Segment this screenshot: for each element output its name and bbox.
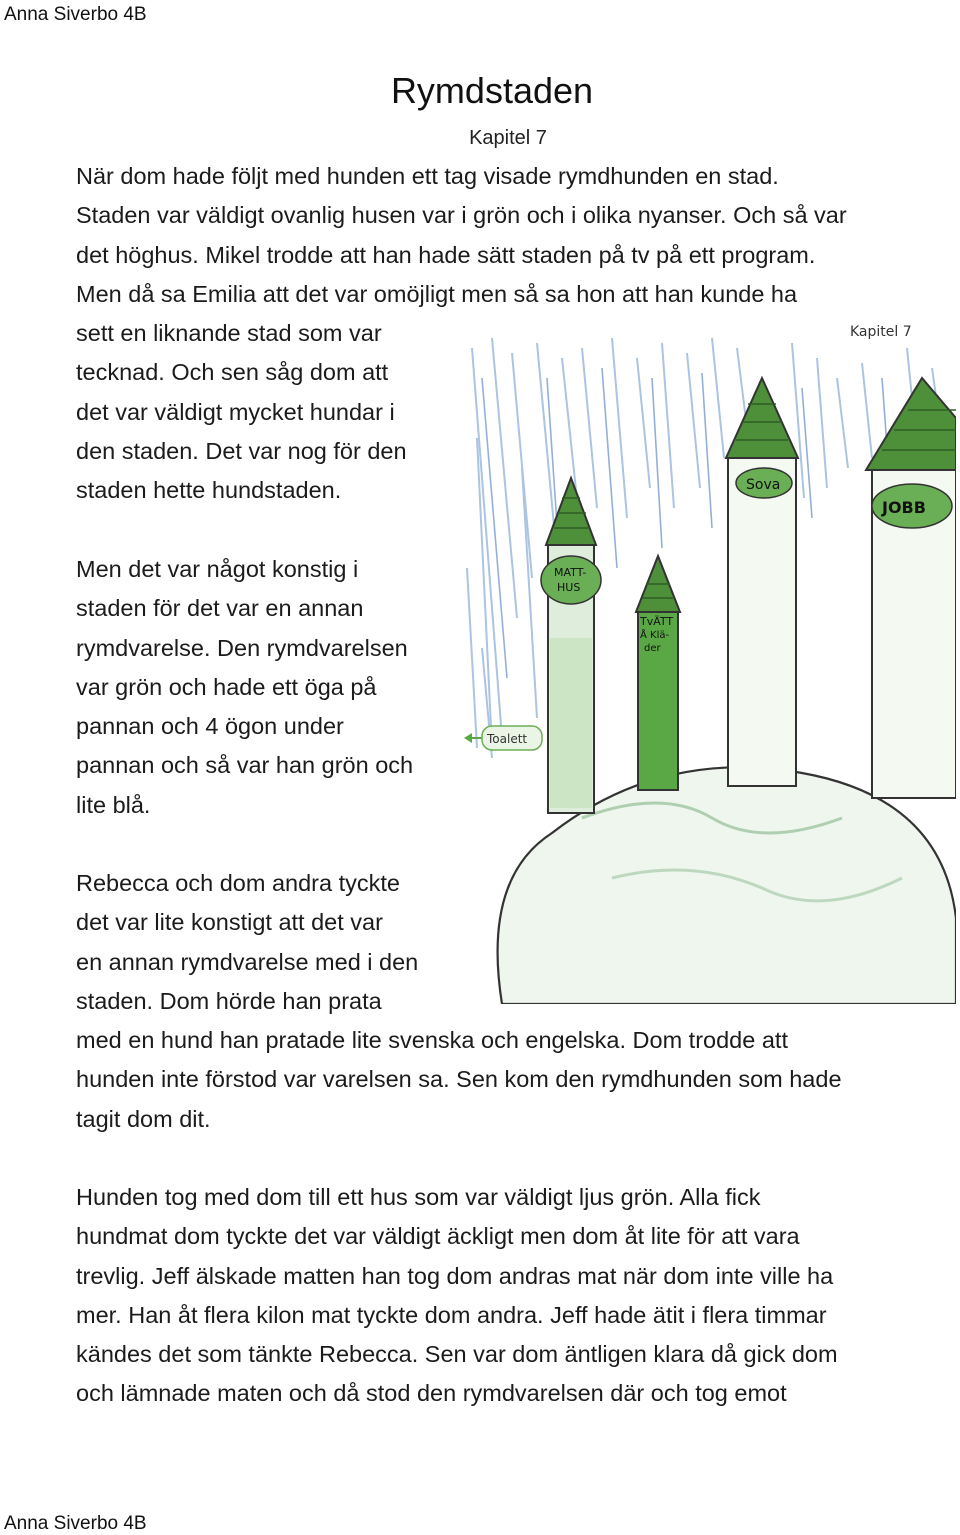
text-line: kändes det som tänkte Rebecca. Sen var dom äntligen klara då gick dom [76, 1341, 838, 1368]
text-line: staden för det var en annan [76, 595, 364, 622]
text-line: rymdvarelse. Den rymdvarelsen [76, 634, 408, 661]
text-line: tecknad. Och sen såg dom att [76, 359, 389, 386]
label-sova: Sova [746, 477, 781, 493]
tower-jobb [866, 378, 956, 798]
label-tvatt-3: der [644, 643, 661, 654]
paragraph-2 [76, 550, 413, 825]
text-line: var grön och hade ett öga på [76, 673, 377, 700]
tower-sova [726, 378, 798, 786]
text-line: och lämnade maten och då stod den rymdvarelsen där och tog emot [76, 1380, 787, 1407]
text-line: Men det var något konstig i [76, 556, 359, 582]
text-line: en annan rymdvarelse med i den [76, 948, 419, 975]
text-line: staden. Dom hörde han prata [76, 987, 382, 1014]
label-jobb: JOBB [882, 498, 926, 517]
text-line: lite blå. [76, 791, 151, 818]
text-line: det var lite konstigt att det var [76, 909, 383, 936]
text-line: trevlig. Jeff älskade matten han tog dom andras mat när dom inte ville ha [76, 1262, 834, 1289]
text-line: Staden var väldigt ovanlig husen var i grön och i olika nyanser. Och så var [76, 202, 847, 229]
text-line: den staden. Det var nog för den [76, 438, 407, 465]
text-line: med en hund han pratade lite svenska och engelska. Dom trodde att [76, 1027, 788, 1054]
text-line: pannan och så var han grön och [76, 752, 414, 779]
text-line: hunden inte förstod var varelsen sa. Sen kom den rymdhunden som hade [76, 1066, 842, 1093]
text-line: Rebecca och dom andra tyckte [76, 870, 400, 896]
label-mat-hus-1: MATT- [554, 566, 587, 579]
page-header-author: Anna Siverbo 4B [4, 4, 147, 25]
story-title: Rymdstaden [390, 70, 594, 111]
city-drawing [462, 318, 956, 1004]
text-line: det höghus. Mikel trodde att han hade sätt staden på tv på ett program. [76, 241, 816, 268]
text-line: tagit dom dit. [76, 1105, 211, 1132]
chapter-label: Kapitel 7 [469, 127, 547, 149]
drawing-caption: Kapitel 7 [850, 324, 912, 340]
page-footer-author: Anna Siverbo 4B [4, 1513, 147, 1534]
tower-tvatt [636, 556, 680, 790]
label-toalett: Toalett [487, 732, 528, 746]
text-line: Men då sa Emilia att det var omöjligt men så sa hon att han kunde ha [76, 280, 798, 307]
label-tvatt-2: Å Klä- [640, 630, 670, 641]
label-tvatt-1: TvÄTT [640, 615, 674, 628]
text-line: staden hette hundstaden. [76, 477, 342, 504]
tower-mat-hus [541, 478, 601, 813]
paragraph-4 [76, 1178, 838, 1414]
text-line: det var väldigt mycket hundar i [76, 398, 395, 425]
text-line: sett en liknande stad som var [76, 320, 382, 347]
text-line: När dom hade följt med hunden ett tag visade rymdhunden en stad. [76, 163, 779, 189]
text-line: pannan och 4 ögon under [76, 713, 344, 740]
text-line: hundmat dom tyckte det var väldigt äckligt men dom åt lite för att vara [76, 1223, 800, 1250]
text-line: mer. Han åt flera kilon mat tyckte dom andra. Jeff hade ätit i flera timmar [76, 1301, 827, 1328]
text-line: Hunden tog med dom till ett hus som var väldigt ljus grön. Alla fick [76, 1184, 761, 1210]
label-mat-hus-2: HUS [557, 581, 581, 594]
